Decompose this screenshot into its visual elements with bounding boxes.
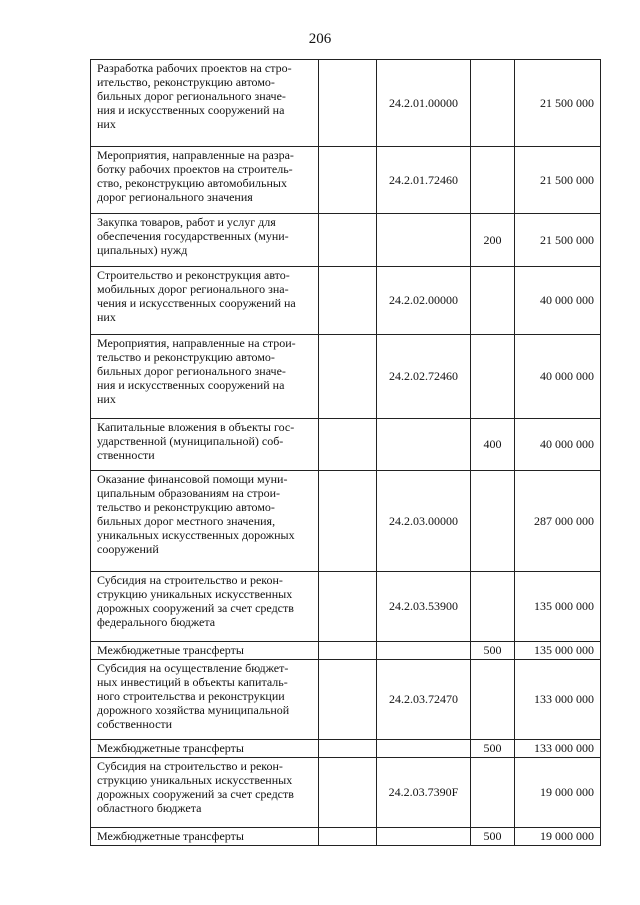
row-expense-type xyxy=(471,60,515,147)
row-amount: 19 000 000 xyxy=(515,828,601,846)
row-amount: 40 000 000 xyxy=(515,267,601,335)
row-name-cell xyxy=(91,471,319,572)
row-name: Капитальные вложения в объекты гос- ударственной (муниципальной) соб- ственности xyxy=(97,420,295,462)
row-name: Строительство и реконструкция авто- мобильных дорог регионального зна- чения и искусственных сооружений на них xyxy=(97,268,296,324)
table-row xyxy=(91,419,601,471)
row-name: Межбюджетные трансферты xyxy=(97,741,244,755)
row-expense-type xyxy=(471,660,515,740)
row-expense-type xyxy=(471,572,515,642)
row-expense-type: 200 xyxy=(471,214,515,267)
row-name-cell xyxy=(91,660,319,740)
table-row xyxy=(91,267,601,335)
budget-table xyxy=(90,59,601,846)
row-code: 24.2.03.00000 xyxy=(377,471,471,572)
row-name: Мероприятия, направленные на разра- ботку рабочих проектов на строитель- ство, реконструкцию автомобильных дорог регионального значения xyxy=(97,148,294,204)
row-name-cell xyxy=(91,419,319,471)
row-code: 24.2.01.72460 xyxy=(377,147,471,214)
row-name: Межбюджетные трансферты xyxy=(97,829,244,843)
row-amount: 135 000 000 xyxy=(515,642,601,660)
row-expense-type xyxy=(471,335,515,419)
row-name-cell xyxy=(91,214,319,267)
row-expense-type: 500 xyxy=(471,828,515,846)
row-empty-cell xyxy=(319,419,377,471)
row-empty-cell xyxy=(319,60,377,147)
row-name-cell xyxy=(91,642,319,660)
table-row xyxy=(91,758,601,828)
row-name: Оказание финансовой помощи муни- ципальным образованиям на строи- тельство и реконструкцию автомо- бильных дорог местного значения, уникальных искусственных дорожных сооружений xyxy=(97,472,295,556)
row-expense-type xyxy=(471,758,515,828)
row-amount: 40 000 000 xyxy=(515,335,601,419)
row-code: 24.2.02.72460 xyxy=(377,335,471,419)
table-row xyxy=(91,572,601,642)
table-row xyxy=(91,214,601,267)
row-amount: 133 000 000 xyxy=(515,740,601,758)
row-empty-cell xyxy=(319,660,377,740)
row-empty-cell xyxy=(319,642,377,660)
row-name-cell xyxy=(91,147,319,214)
row-code: 24.2.02.00000 xyxy=(377,267,471,335)
row-amount: 133 000 000 xyxy=(515,660,601,740)
row-name: Разработка рабочих проектов на стро- ительство, реконструкцию автомо- бильных дорог регионального значе- ния и искусственных сооружений на них xyxy=(97,61,292,131)
table-row xyxy=(91,147,601,214)
row-code xyxy=(377,740,471,758)
row-name-cell xyxy=(91,267,319,335)
row-amount: 40 000 000 xyxy=(515,419,601,471)
row-empty-cell xyxy=(319,267,377,335)
row-empty-cell xyxy=(319,828,377,846)
row-empty-cell xyxy=(319,572,377,642)
row-name-cell xyxy=(91,335,319,419)
row-amount: 21 500 000 xyxy=(515,60,601,147)
table-row xyxy=(91,740,601,758)
row-code: 24.2.01.00000 xyxy=(377,60,471,147)
row-name: Закупка товаров, работ и услуг для обеспечения государственных (муни- ципальных) нужд xyxy=(97,215,289,257)
table-row xyxy=(91,60,601,147)
row-expense-type xyxy=(471,267,515,335)
row-name: Субсидия на осуществление бюджет- ных инвестиций в объекты капиталь- ного строительства и реконструкции дорожного хозяйства муниципальной собственности xyxy=(97,661,290,731)
table-row xyxy=(91,828,601,846)
row-expense-type: 400 xyxy=(471,419,515,471)
row-empty-cell xyxy=(319,147,377,214)
row-code xyxy=(377,419,471,471)
row-empty-cell xyxy=(319,758,377,828)
table-row xyxy=(91,335,601,419)
row-amount: 287 000 000 xyxy=(515,471,601,572)
row-name: Субсидия на строительство и рекон- струкцию уникальных искусственных дорожных сооружений за счет средств федерального бюджета xyxy=(97,573,294,629)
row-amount: 21 500 000 xyxy=(515,147,601,214)
row-empty-cell xyxy=(319,471,377,572)
table-row xyxy=(91,471,601,572)
row-expense-type: 500 xyxy=(471,642,515,660)
row-empty-cell xyxy=(319,214,377,267)
row-name-cell xyxy=(91,60,319,147)
page-number: 206 xyxy=(308,31,332,47)
row-name: Мероприятия, направленные на строи- тельство и реконструкцию автомо- бильных дорог регионального значе- ния и искусственных сооружений на них xyxy=(97,336,296,406)
row-name: Межбюджетные трансферты xyxy=(97,643,244,657)
row-code: 24.2.03.53900 xyxy=(377,572,471,642)
row-amount: 21 500 000 xyxy=(515,214,601,267)
row-expense-type xyxy=(471,147,515,214)
row-name-cell xyxy=(91,828,319,846)
row-amount: 19 000 000 xyxy=(515,758,601,828)
row-amount: 135 000 000 xyxy=(515,572,601,642)
row-code xyxy=(377,828,471,846)
row-empty-cell xyxy=(319,335,377,419)
row-code xyxy=(377,214,471,267)
row-name: Субсидия на строительство и рекон- струкцию уникальных искусственных дорожных сооружений за счет средств областного бюджета xyxy=(97,759,294,815)
row-code: 24.2.03.72470 xyxy=(377,660,471,740)
row-expense-type xyxy=(471,471,515,572)
row-empty-cell xyxy=(319,740,377,758)
row-name-cell xyxy=(91,572,319,642)
table-row xyxy=(91,642,601,660)
row-name-cell xyxy=(91,740,319,758)
row-code xyxy=(377,642,471,660)
row-code: 24.2.03.7390F xyxy=(377,758,471,828)
table-row xyxy=(91,660,601,740)
row-name-cell xyxy=(91,758,319,828)
row-expense-type: 500 xyxy=(471,740,515,758)
